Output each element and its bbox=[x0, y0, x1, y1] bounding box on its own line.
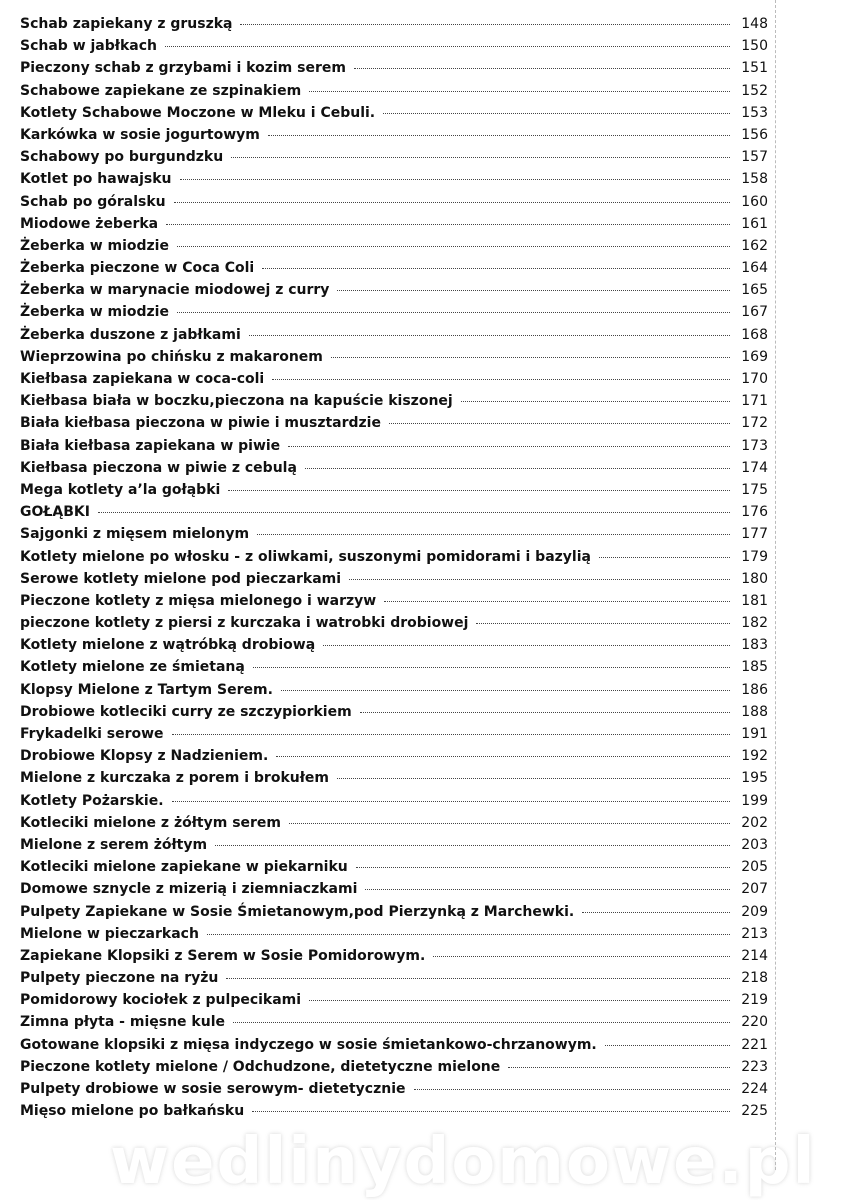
toc-entry[interactable] bbox=[20, 593, 768, 615]
toc-entry-title: Żeberka w miodzie bbox=[20, 304, 169, 321]
toc-entry[interactable] bbox=[20, 105, 768, 127]
toc-entry-title: Żeberka pieczone w Coca Coli bbox=[20, 260, 255, 277]
toc-entry-title: Kotlety mielone z wątróbką drobiową bbox=[20, 637, 316, 654]
toc-entry[interactable] bbox=[20, 438, 768, 460]
toc-entry-title: pieczone kotlety z piersi z kurczaka i watrobki drobiowej bbox=[20, 615, 469, 632]
toc-entry-title: Schab zapiekany z gruszką bbox=[20, 16, 233, 32]
dot-leader bbox=[174, 202, 730, 203]
toc-entry-page: 195 bbox=[741, 770, 768, 787]
toc-entry-page: 202 bbox=[741, 814, 768, 831]
toc-entry-page: 172 bbox=[741, 415, 768, 432]
toc-entry-page: 179 bbox=[741, 548, 768, 565]
toc-entry[interactable] bbox=[20, 282, 768, 304]
toc-entry[interactable] bbox=[20, 260, 768, 282]
toc-entry-page: 167 bbox=[741, 304, 768, 321]
toc-entry-title: Kiełbasa zapiekana w coca-coli bbox=[20, 371, 265, 387]
toc-entry-page: 161 bbox=[741, 215, 768, 232]
page-edge-dashed-line bbox=[775, 0, 776, 1170]
toc-entry-title: GOŁĄBKI bbox=[20, 504, 90, 521]
dot-leader bbox=[207, 934, 730, 935]
toc-entry-title: Kotlety Schabowe Moczone w Mleku i Cebuli. bbox=[20, 104, 376, 121]
toc-entry-title: Kotlet po hawajsku bbox=[20, 171, 172, 188]
toc-entry[interactable] bbox=[20, 637, 768, 659]
dot-leader bbox=[337, 778, 730, 779]
dot-leader bbox=[180, 179, 731, 180]
toc-entry[interactable] bbox=[20, 1037, 768, 1059]
dot-leader bbox=[309, 1000, 730, 1001]
toc-entry[interactable] bbox=[20, 748, 768, 770]
toc-entry-page: 203 bbox=[741, 836, 768, 853]
toc-entry-title: Zimna płyta - mięsne kule bbox=[20, 1014, 225, 1031]
dot-leader bbox=[253, 667, 730, 668]
toc-entry[interactable] bbox=[20, 615, 768, 637]
dot-leader bbox=[582, 912, 730, 913]
toc-entry[interactable] bbox=[20, 194, 768, 216]
toc-entry-title: Serowe kotlety mielone pod pieczarkami bbox=[20, 570, 342, 587]
toc-entry[interactable] bbox=[20, 948, 768, 970]
dot-leader bbox=[323, 645, 730, 646]
dot-leader bbox=[461, 401, 730, 402]
toc-entry-title: Klopsy Mielone z Tartym Serem. bbox=[20, 681, 273, 698]
toc-entry[interactable] bbox=[20, 815, 768, 837]
toc-entry[interactable] bbox=[20, 926, 768, 948]
dot-leader bbox=[228, 490, 730, 491]
toc-entry[interactable] bbox=[20, 38, 768, 60]
toc-entry[interactable] bbox=[20, 415, 768, 437]
toc-entry-title: Kotlety Pożarskie. bbox=[20, 792, 164, 809]
toc-entry-title: Miodowe żeberka bbox=[20, 215, 159, 232]
dot-leader bbox=[337, 290, 730, 291]
toc-entry[interactable] bbox=[20, 60, 768, 82]
toc-entry-title: Wieprzowina po chińsku z makaronem bbox=[20, 348, 323, 365]
dot-leader bbox=[177, 312, 730, 313]
toc-entry-page: 148 bbox=[741, 16, 768, 32]
dot-leader bbox=[383, 113, 730, 114]
dot-leader bbox=[215, 845, 730, 846]
toc-entry[interactable] bbox=[20, 371, 768, 393]
toc-entry-title: Pulpety pieczone na ryżu bbox=[20, 970, 219, 987]
toc-entry-title: Drobiowe kotleciki curry ze szczypiorkiem bbox=[20, 703, 352, 720]
toc-entry-page: 157 bbox=[741, 149, 768, 166]
toc-entry-page: 177 bbox=[741, 526, 768, 543]
toc-entry-page: 213 bbox=[741, 925, 768, 942]
dot-leader bbox=[272, 379, 730, 380]
dot-leader bbox=[476, 623, 730, 624]
toc-entry-page: 221 bbox=[741, 1036, 768, 1053]
dot-leader bbox=[172, 734, 730, 735]
toc-entry[interactable] bbox=[20, 704, 768, 726]
toc-entry-title: Kotlety mielone ze śmietaną bbox=[20, 659, 245, 676]
dot-leader bbox=[356, 867, 730, 868]
dot-leader bbox=[268, 135, 730, 136]
toc-entry[interactable] bbox=[20, 793, 768, 815]
toc-entry-page: 188 bbox=[741, 703, 768, 720]
toc-entry-page: 183 bbox=[741, 637, 768, 654]
toc-entry-title: Karkówka w sosie jogurtowym bbox=[20, 126, 260, 143]
toc-entry-title: Schab po góralsku bbox=[20, 193, 166, 210]
toc-entry-title: Frykadelki serowe bbox=[20, 726, 164, 742]
toc-entry-page: 175 bbox=[741, 481, 768, 498]
toc-entry-title: Biała kiełbasa zapiekana w piwie bbox=[20, 437, 281, 454]
toc-entry[interactable] bbox=[20, 992, 768, 1014]
toc-entry-page: 162 bbox=[741, 237, 768, 254]
toc-entry[interactable] bbox=[20, 770, 768, 792]
toc-entry[interactable] bbox=[20, 504, 768, 526]
dot-leader bbox=[305, 468, 730, 469]
table-of-contents bbox=[20, 16, 768, 1125]
toc-entry[interactable] bbox=[20, 393, 768, 415]
toc-entry[interactable] bbox=[20, 859, 768, 881]
toc-entry[interactable] bbox=[20, 571, 768, 593]
toc-entry-title: Pulpety drobiowe w sosie serowym- dietetycznie bbox=[20, 1081, 406, 1097]
dot-leader bbox=[281, 690, 730, 691]
dot-leader bbox=[172, 801, 730, 802]
toc-entry-page: 169 bbox=[741, 348, 768, 365]
toc-entry-title: Żeberka duszone z jabłkami bbox=[20, 326, 241, 343]
toc-entry[interactable] bbox=[20, 726, 768, 748]
toc-entry-title: Pieczone kotlety z mięsa mielonego i warzyw bbox=[20, 592, 377, 609]
dot-leader bbox=[288, 446, 730, 447]
toc-entry[interactable] bbox=[20, 304, 768, 326]
toc-entry-page: 151 bbox=[741, 60, 768, 77]
dot-leader bbox=[231, 157, 730, 158]
dot-leader bbox=[389, 423, 730, 424]
toc-entry-page: 160 bbox=[741, 193, 768, 210]
toc-entry[interactable] bbox=[20, 149, 768, 171]
toc-entry-title: Mielone z serem żółtym bbox=[20, 836, 208, 853]
toc-entry-page: 176 bbox=[741, 504, 768, 521]
toc-entry[interactable] bbox=[20, 549, 768, 571]
toc-entry-title: Pieczony schab z grzybami i kozim serem bbox=[20, 60, 346, 77]
dot-leader bbox=[384, 601, 730, 602]
toc-entry[interactable] bbox=[20, 171, 768, 193]
toc-entry[interactable] bbox=[20, 1014, 768, 1036]
toc-entry[interactable] bbox=[20, 1081, 768, 1103]
dot-leader bbox=[177, 246, 730, 247]
toc-entry-page: 171 bbox=[741, 393, 768, 410]
toc-entry[interactable] bbox=[20, 682, 768, 704]
dot-leader bbox=[365, 889, 730, 890]
toc-entry-title: Sajgonki z mięsem mielonym bbox=[20, 526, 250, 543]
dot-leader bbox=[433, 956, 730, 957]
toc-entry-page: 185 bbox=[741, 659, 768, 676]
toc-entry-page: 209 bbox=[741, 903, 768, 920]
toc-entry-page: 199 bbox=[741, 792, 768, 809]
toc-entry-title: Pieczone kotlety mielone / Odchudzone, dietetyczne mielone bbox=[20, 1058, 501, 1075]
toc-entry[interactable] bbox=[20, 16, 768, 38]
toc-entry-page: 180 bbox=[741, 570, 768, 587]
toc-entry-page: 153 bbox=[741, 104, 768, 121]
dot-leader bbox=[354, 68, 730, 69]
toc-entry-page: 170 bbox=[741, 371, 768, 387]
toc-entry-page: 223 bbox=[741, 1058, 768, 1075]
dot-leader bbox=[249, 335, 730, 336]
toc-entry[interactable] bbox=[20, 970, 768, 992]
toc-entry-title: Żeberka w marynacie miodowej z curry bbox=[20, 282, 330, 299]
dot-leader bbox=[226, 978, 730, 979]
toc-entry-page: 165 bbox=[741, 282, 768, 299]
toc-entry-page: 164 bbox=[741, 260, 768, 277]
toc-entry[interactable] bbox=[20, 659, 768, 681]
toc-entry-page: 205 bbox=[741, 859, 768, 876]
toc-entry[interactable] bbox=[20, 127, 768, 149]
toc-entry-title: Mega kotlety a’la gołąbki bbox=[20, 481, 221, 498]
toc-entry-page: 158 bbox=[741, 171, 768, 188]
dot-leader bbox=[240, 24, 730, 25]
toc-entry[interactable] bbox=[20, 837, 768, 859]
toc-entry-page: 192 bbox=[741, 748, 768, 765]
toc-entry-title: Kotlety mielone po włosku - z oliwkami, suszonymi pomidorami i bazylią bbox=[20, 548, 591, 565]
toc-entry-page: 152 bbox=[741, 82, 768, 99]
toc-entry[interactable] bbox=[20, 881, 768, 903]
toc-entry-title: Schab w jabłkach bbox=[20, 38, 157, 55]
toc-entry-title: Pomidorowy kociołek z pulpecikami bbox=[20, 992, 302, 1009]
toc-entry-title: Gotowane klopsiki z mięsa indyczego w sosie śmietankowo-chrzanowym. bbox=[20, 1036, 597, 1053]
toc-entry-title: Schabowe zapiekane ze szpinakiem bbox=[20, 82, 302, 99]
toc-entry-page: 225 bbox=[741, 1103, 768, 1120]
toc-entry-title: Kotleciki mielone z żółtym serem bbox=[20, 814, 282, 831]
toc-entry-page: 220 bbox=[741, 1014, 768, 1031]
toc-entry-page: 191 bbox=[741, 726, 768, 742]
dot-leader bbox=[414, 1089, 731, 1090]
toc-entry[interactable] bbox=[20, 904, 768, 926]
toc-entry-title: Drobiowe Klopsy z Nadzieniem. bbox=[20, 748, 269, 765]
dot-leader bbox=[98, 512, 730, 513]
toc-entry[interactable] bbox=[20, 349, 768, 371]
toc-entry-title: Domowe sznycle z mizerią i ziemniaczkami bbox=[20, 881, 358, 898]
toc-entry-title: Kiełbasa biała w boczku,pieczona na kapuście kiszonej bbox=[20, 393, 453, 410]
dot-leader bbox=[276, 756, 730, 757]
toc-entry[interactable] bbox=[20, 83, 768, 105]
toc-entry-page: 207 bbox=[741, 881, 768, 898]
toc-entry-page: 168 bbox=[741, 326, 768, 343]
toc-entry-title: Kiełbasa pieczona w piwie z cebulą bbox=[20, 459, 297, 476]
toc-entry-page: 181 bbox=[741, 592, 768, 609]
toc-entry-title: Kotleciki mielone zapiekane w piekarniku bbox=[20, 859, 348, 876]
dot-leader bbox=[166, 224, 730, 225]
dot-leader bbox=[599, 557, 730, 558]
dot-leader bbox=[289, 823, 730, 824]
toc-entry-title: Mielone w pieczarkach bbox=[20, 925, 199, 942]
toc-entry[interactable] bbox=[20, 216, 768, 238]
toc-entry[interactable] bbox=[20, 482, 768, 504]
toc-entry-page: 218 bbox=[741, 970, 768, 987]
dot-leader bbox=[331, 357, 730, 358]
toc-entry-page: 214 bbox=[741, 947, 768, 964]
toc-entry[interactable] bbox=[20, 1103, 768, 1125]
dot-leader bbox=[360, 712, 730, 713]
toc-entry-title: Pulpety Zapiekane w Sosie Śmietanowym,pod Pierzynką z Marchewki. bbox=[20, 903, 575, 920]
toc-entry-page: 224 bbox=[741, 1081, 768, 1097]
toc-entry[interactable] bbox=[20, 460, 768, 482]
dot-leader bbox=[508, 1067, 730, 1068]
toc-entry-title: Schabowy po burgundzku bbox=[20, 149, 224, 166]
dot-leader bbox=[165, 46, 730, 47]
dot-leader bbox=[262, 268, 730, 269]
toc-entry-page: 156 bbox=[741, 126, 768, 143]
toc-entry[interactable] bbox=[20, 526, 768, 548]
toc-entry-title: Żeberka w miodzie bbox=[20, 237, 169, 254]
toc-entry-title: Mięso mielone po bałkańsku bbox=[20, 1103, 245, 1120]
toc-entry-page: 173 bbox=[741, 437, 768, 454]
toc-entry-title: Biała kiełbasa pieczona w piwie i musztardzie bbox=[20, 415, 381, 432]
toc-entry-page: 182 bbox=[741, 615, 768, 632]
toc-entry-page: 186 bbox=[741, 681, 768, 698]
dot-leader bbox=[233, 1022, 730, 1023]
dot-leader bbox=[257, 534, 730, 535]
toc-entry-title: Zapiekane Klopsiki z Serem w Sosie Pomidorowym. bbox=[20, 947, 426, 964]
toc-entry-page: 150 bbox=[741, 38, 768, 55]
dot-leader bbox=[349, 579, 730, 580]
watermark: wedlinydomowe.pl bbox=[110, 1125, 817, 1199]
dot-leader bbox=[605, 1045, 730, 1046]
toc-entry-page: 219 bbox=[741, 992, 768, 1009]
toc-entry-title: Mielone z kurczaka z porem i brokułem bbox=[20, 770, 330, 787]
toc-entry[interactable] bbox=[20, 238, 768, 260]
dot-leader bbox=[309, 91, 730, 92]
toc-entry-page: 174 bbox=[741, 459, 768, 476]
dot-leader bbox=[252, 1111, 730, 1112]
toc-entry[interactable] bbox=[20, 1059, 768, 1081]
toc-entry[interactable] bbox=[20, 327, 768, 349]
